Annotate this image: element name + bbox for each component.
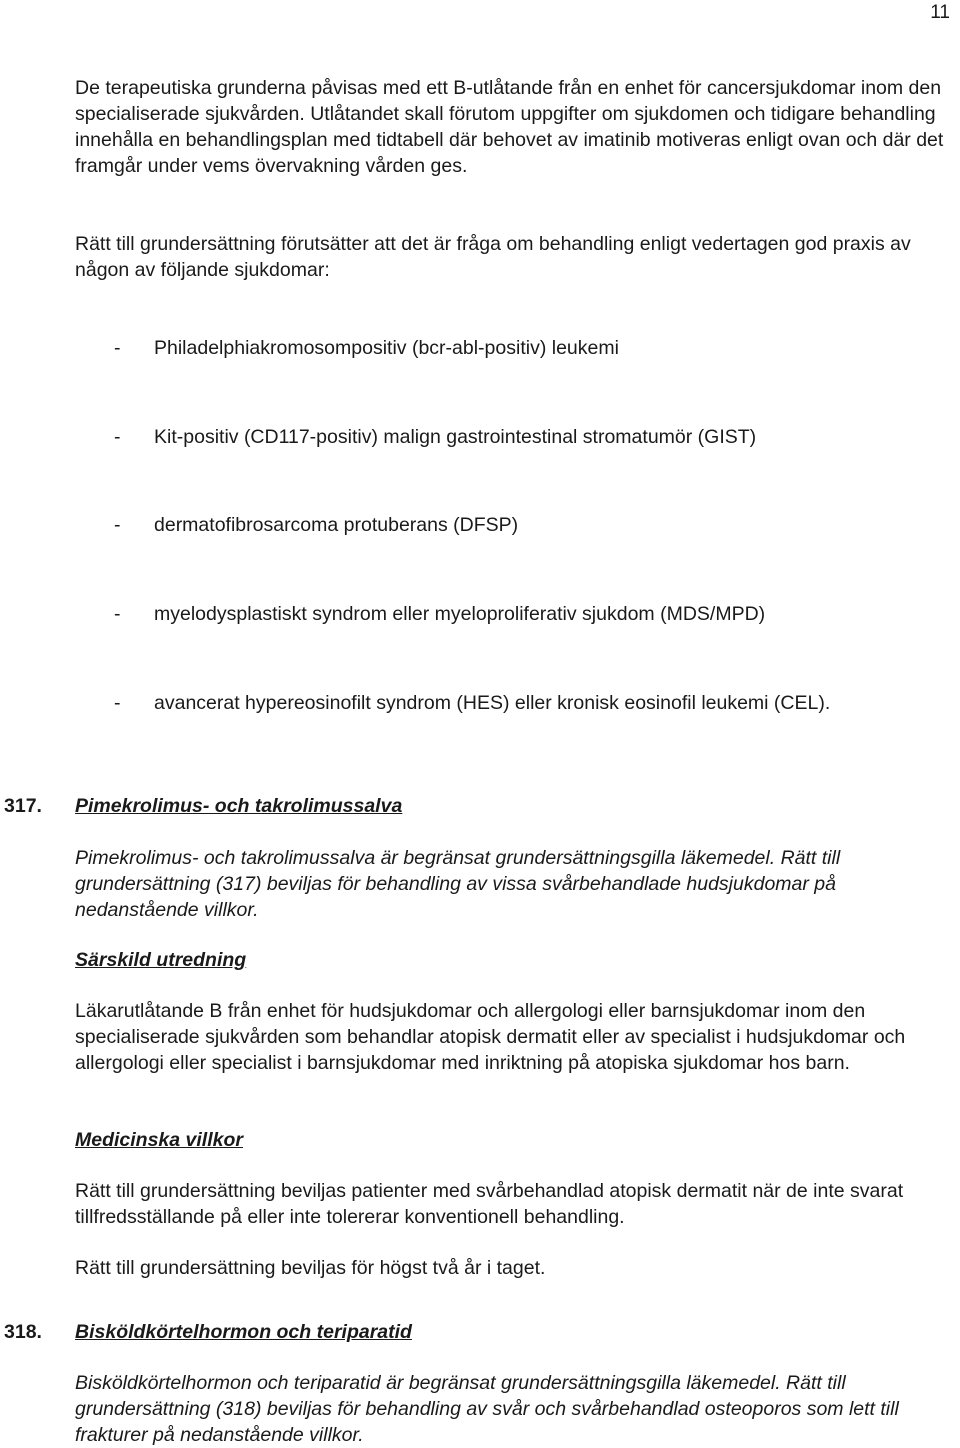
list-item [114,424,952,450]
medical-conditions-text-2: Rätt till grundersättning beviljas för högst två år i taget. [75,1257,546,1279]
section-317-heading [4,793,952,819]
section-title: Bisköldkörtelhormon och teriparatid [75,1321,412,1343]
list-dash: - [114,426,121,448]
list-dash: - [114,603,121,625]
list-item-text: Kit-positiv (CD117-positiv) malign gastrointestinal stromatumör (GIST) [154,426,757,448]
list-item-text: Philadelphiakromosompositiv (bcr-abl-positiv) leukemi [154,337,619,359]
list-item [114,601,952,627]
page-number: 11 [930,2,950,23]
list-item [114,335,952,361]
list-dash: - [114,692,121,714]
section-318-intro: Bisköldkörtelhormon och teriparatid är begränsat grundersättningsgilla läkemedel. Rätt till grundersättning (318) beviljas för behandling av svår och svårbehandlad osteoporos som lett till frakturer på nedanstående villkor. [75,1372,899,1446]
list-dash: - [114,337,121,359]
section-318-heading [4,1319,952,1345]
list-item-text: myelodysplastiskt syndrom eller myeloproliferativ sjukdom (MDS/MPD) [154,603,766,625]
list-item [114,512,952,538]
intro-paragraph-1: De terapeutiska grunderna påvisas med ett B-utlåtande från en enhet för cancersjukdomar inom den specialiserade sjukvården. Utlåtandet skall förutom uppgifter om sjukdomen och tidigare behandling innehålla en behandlingsplan med tidtabell där behovet av imatinib motiveras enligt ovan och där det framgår under vems övervakning vården ges. [75,77,944,177]
special-investigation-heading: Särskild utredning [75,949,247,971]
section-title: Pimekrolimus- och takrolimussalva [75,795,403,817]
list-item [114,690,952,716]
section-number: 317. [4,795,42,817]
section-317-intro: Pimekrolimus- och takrolimussalva är begränsat grundersättningsgilla läkemedel. Rätt till grundersättning (317) beviljas för behandling av vissa svårbehandlade hudsjukdomar på nedanstående villkor. [75,847,841,921]
section-number: 318. [4,1321,42,1343]
medical-conditions-heading: Medicinska villkor [75,1129,243,1151]
list-item-text: dermatofibrosarcoma protuberans (DFSP) [154,514,519,536]
medical-conditions-text-1: Rätt till grundersättning beviljas patienter med svårbehandlad atopisk dermatit när de inte svarat tillfredsställande på eller inte tolererar konventionell behandling. [75,1180,904,1228]
intro-paragraph-2: Rätt till grundersättning förutsätter att det är fråga om behandling enligt vedertagen god praxis av någon av följande sjukdomar: [75,233,911,281]
list-dash: - [114,514,121,536]
special-investigation-text: Läkarutlåtande B från enhet för hudsjukdomar och allergologi eller barnsjukdomar inom den specialiserade sjukvården som behandlar atopisk dermatit eller av specialist i hudsjukdomar och allergologi eller specialist i barnsjukdomar med inriktning på atopiska sjukdomar hos barn. [75,1000,906,1074]
list-item-text: avancerat hypereosinofilt syndrom (HES) eller kronisk eosinofil leukemi (CEL). [154,692,831,714]
